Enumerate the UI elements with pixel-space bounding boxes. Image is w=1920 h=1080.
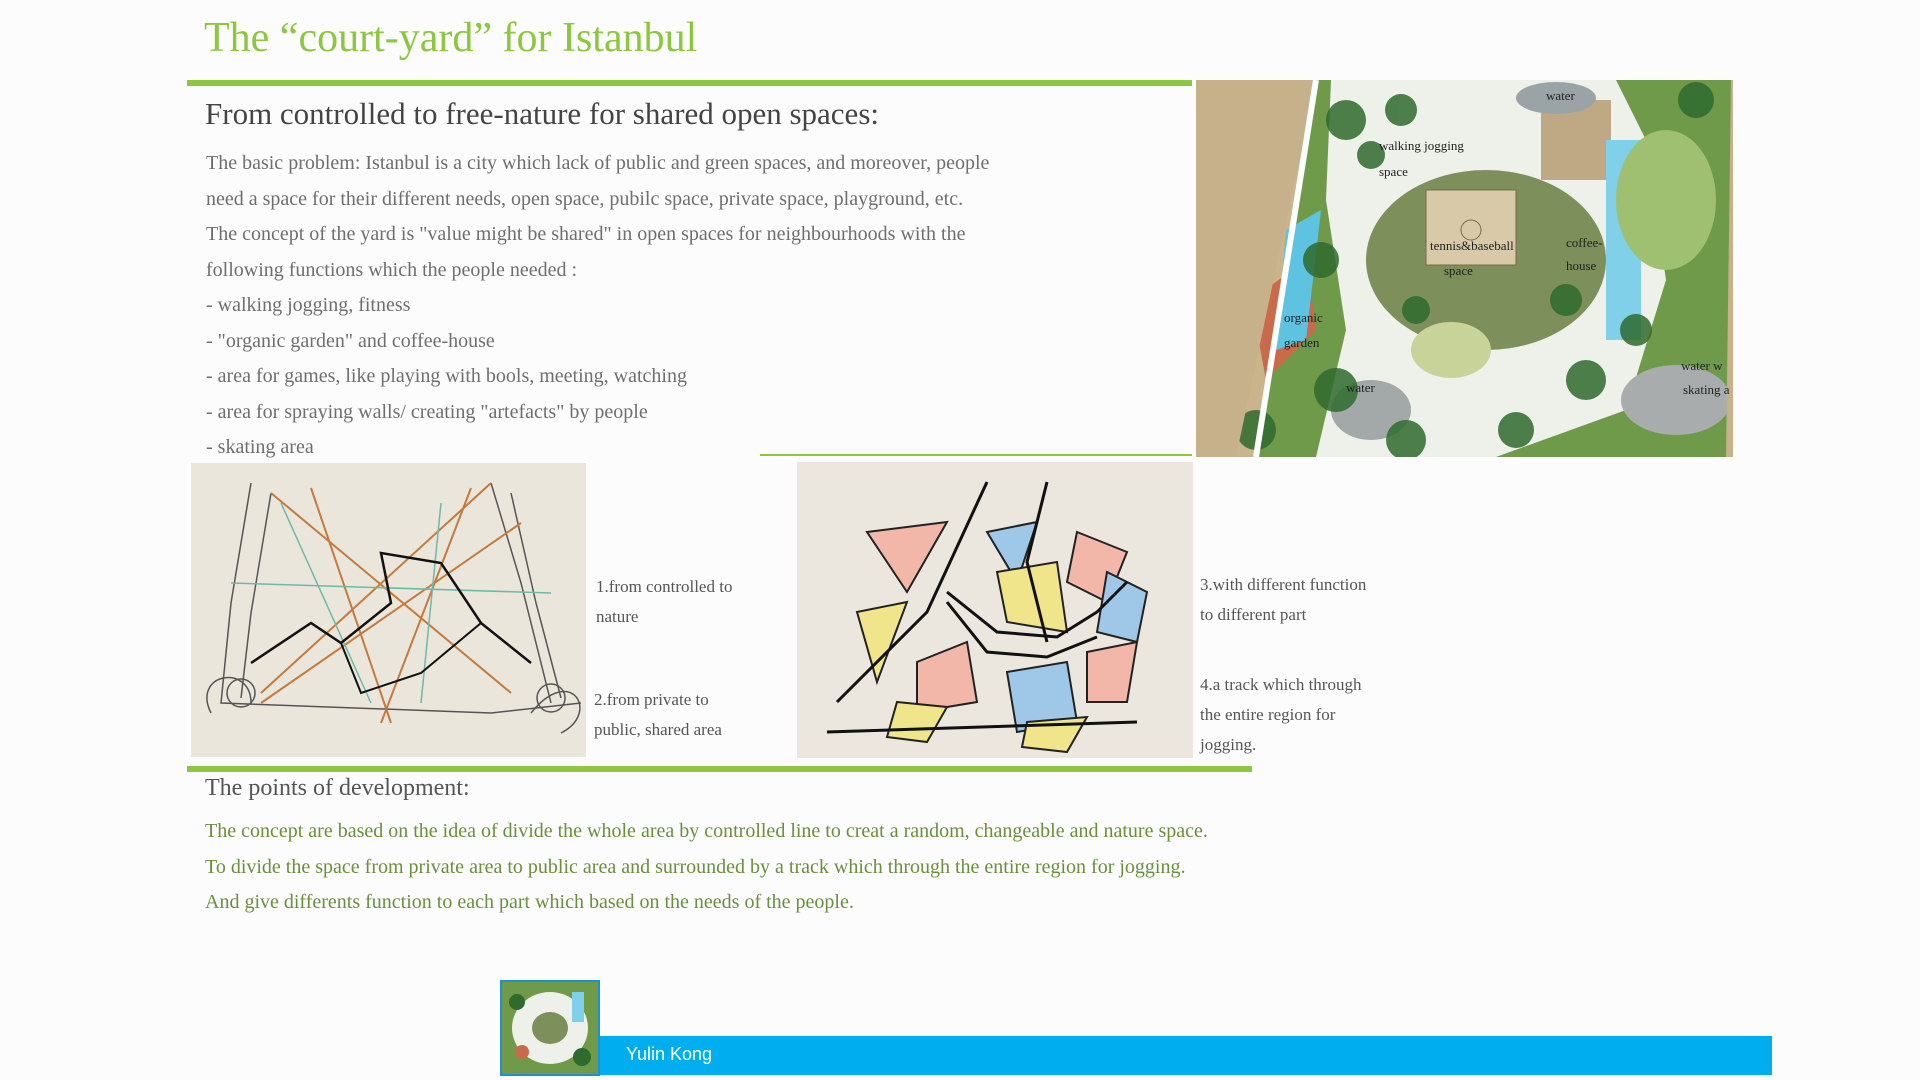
section-heading: From controlled to free-nature for shared open spaces: [205,96,879,131]
caption-2 [594,685,722,745]
author-name: Yulin Kong [626,1044,713,1064]
caption-3 [1200,570,1366,630]
intro-line: following functions which the people needed : [206,258,578,281]
intro-text [206,146,989,466]
function-item: - "organic garden" and coffee-house [206,329,495,352]
function-item: - skating area [206,436,314,458]
slide-title: The “court-yard” for Istanbul [204,15,698,61]
caption-line: 4.a track which through [1200,675,1362,694]
site-plan-image [1196,80,1733,457]
plan-label-water-right: water w [1681,358,1723,373]
bottom-divider [187,766,1252,772]
intro-line: need a space for their different needs, open space, pubilc space, private space, playground, etc. [206,187,964,210]
development-text [205,814,1208,921]
intro-line: The basic problem: Istanbul is a city which lack of public and green spaces, and moreover, people [206,152,990,174]
caption-line: the entire region for [1200,705,1336,724]
caption-line: to different part [1200,605,1307,624]
thumbnail-drawing [502,982,598,1074]
caption-line: jogging. [1200,735,1257,754]
caption-line: 2.from private to [594,690,709,709]
sketch-right-image [797,462,1193,758]
sketch-left-drawing [191,463,586,757]
plan-label-organic: organic [1284,310,1323,325]
plan-label-tennis: tennis&baseball [1430,238,1514,253]
intro-line: The concept of the yard is "value might be shared" in open spaces for neighbourhoods with the [206,223,966,245]
plan-label-water-bottom: water [1346,380,1375,395]
development-line: And give differents function to each part which based on the needs of the people. [205,891,854,913]
sketch-right-drawing [797,462,1193,758]
function-item: - walking jogging, fitness [206,294,411,316]
development-line: The concept are based on the idea of divide the whole area by controlled line to creat a random, changeable and nature space. [205,820,1208,842]
top-divider [187,80,1192,86]
function-item: - area for games, like playing with bools, meeting, watching [206,365,687,387]
function-item: - area for spraying walls/ creating "artefacts" by people [206,400,648,423]
footer-bar [596,1036,1772,1075]
plan-label-skating: skating a [1683,382,1730,397]
sketch-left-image [191,463,586,757]
plan-label-walking: walking jogging [1379,138,1464,153]
plan-label-garden: garden [1284,335,1320,350]
caption-1 [596,572,732,632]
plan-label-tennis-space: space [1444,263,1473,278]
caption-4 [1200,670,1361,760]
plan-label-space: space [1379,164,1408,179]
development-line: To divide the space from private area to public area and surrounded by a track which through the entire region for jogging. [205,855,1186,878]
caption-line: 1.from controlled to [596,577,733,596]
caption-line: nature [596,607,639,626]
plan-label-water: water [1546,88,1575,103]
development-heading: The points of development: [205,775,470,801]
plan-label-coffee: coffee- [1566,235,1603,250]
plan-label-house: house [1566,258,1597,273]
mid-divider [760,454,1192,456]
footer-thumbnail[interactable] [500,980,600,1076]
caption-line: 3.with different function [1200,575,1367,594]
caption-line: public, shared area [594,720,722,739]
